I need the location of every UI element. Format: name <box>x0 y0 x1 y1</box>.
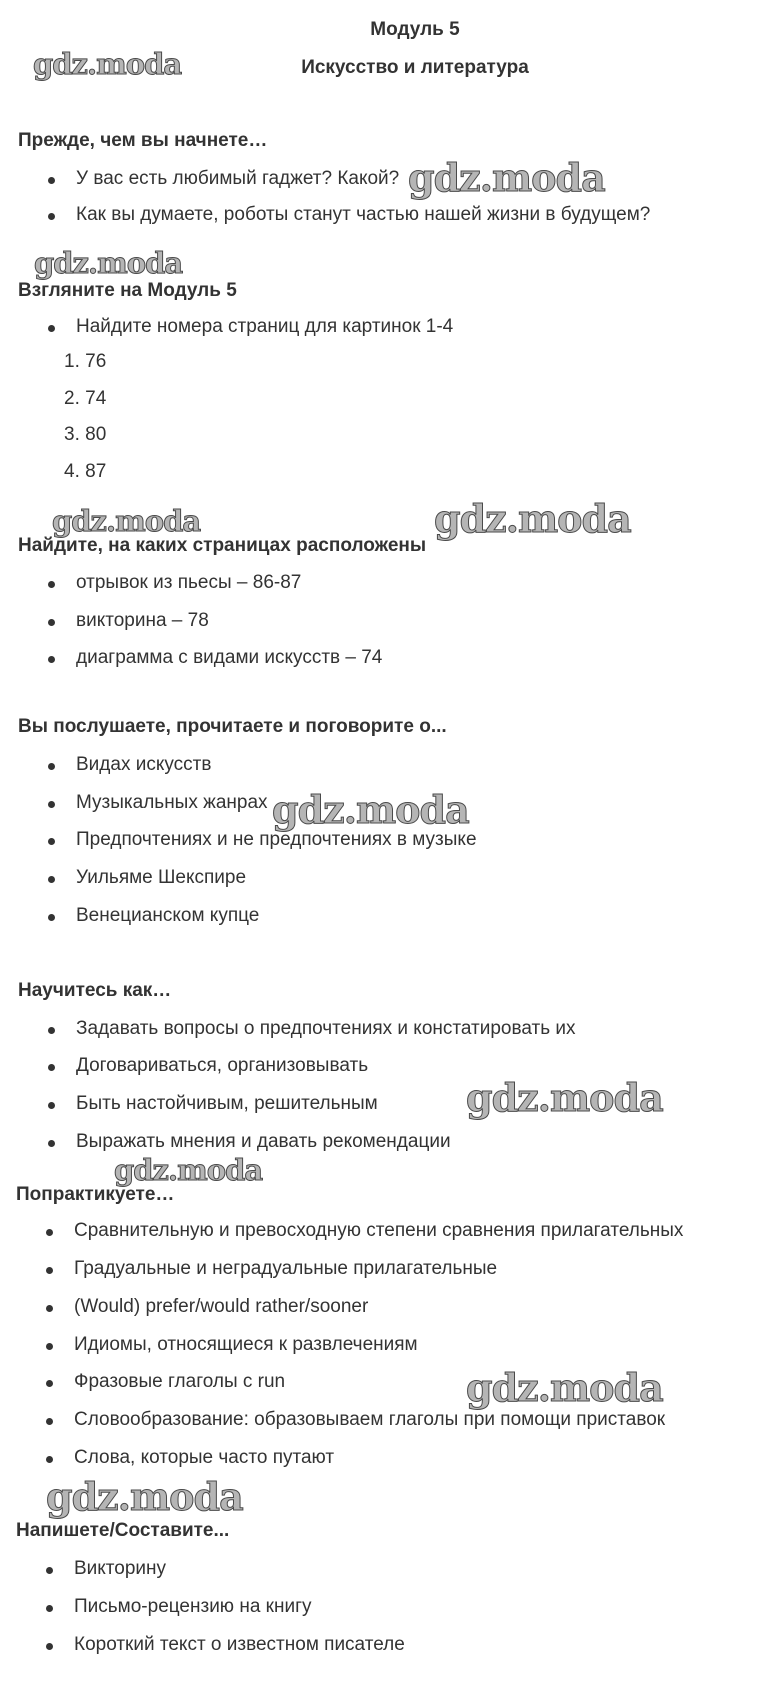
bullet-icon <box>48 763 55 770</box>
bullet-icon <box>48 801 55 808</box>
bullet-icon <box>46 1418 53 1425</box>
bullet-icon <box>48 325 55 332</box>
list-item: Выражать мнения и давать рекомендации <box>76 1131 451 1152</box>
section-heading-listen-read-talk: Вы послушаете, прочитаете и поговорите о... <box>18 716 447 737</box>
list-item: диаграмма с видами искусств – 74 <box>76 647 383 668</box>
bullet-icon <box>48 619 55 626</box>
bullet-icon <box>46 1305 53 1312</box>
list-item: Фразовые глаголы с run <box>74 1371 286 1392</box>
watermark: gdz.moda <box>33 47 182 81</box>
bullet-icon <box>46 1343 53 1350</box>
module-title: Модуль 5 <box>370 19 460 40</box>
list-item: У вас есть любимый гаджет? Какой? <box>76 168 400 189</box>
numbered-item-value: 87 <box>85 461 107 482</box>
bullet-icon <box>48 656 55 663</box>
bullet-icon <box>48 581 55 588</box>
numbered-item-value: 74 <box>85 388 107 409</box>
list-item: Задавать вопросы о предпочтениях и констатировать их <box>76 1018 576 1039</box>
list-item: Словообразование: образовываем глаголы при помощи приставок <box>74 1409 666 1430</box>
module-subtitle: Искусство и литература <box>301 57 529 78</box>
list-item: Видах искусств <box>76 754 212 775</box>
watermark: gdz.moda <box>272 787 469 832</box>
bullet-icon <box>48 1027 55 1034</box>
list-item: Уильяме Шекспире <box>76 867 247 888</box>
numbered-item: 4. 87 <box>64 461 107 482</box>
watermark: gdz.moda <box>434 496 631 541</box>
bullet-icon <box>48 1102 55 1109</box>
list-item: Градуальные и неградуальные прилагательные <box>74 1258 498 1279</box>
watermark: gdz.moda <box>466 1075 663 1120</box>
numbered-item-value: 76 <box>85 351 107 372</box>
watermark: gdz.moda <box>52 504 201 538</box>
list-item: Короткий текст о известном писателе <box>74 1634 405 1655</box>
bullet-icon <box>46 1605 53 1612</box>
list-item: Письмо-рецензию на книгу <box>74 1596 312 1617</box>
bullet-icon <box>46 1380 53 1387</box>
numbered-item: 2. 74 <box>64 388 107 409</box>
list-item: Музыкальных жанрах <box>76 792 268 813</box>
numbered-item-value: 80 <box>85 424 107 445</box>
bullet-icon <box>48 1140 55 1147</box>
list-item: Как вы думаете, роботы станут частью нашей жизни в будущем? <box>76 204 651 225</box>
watermark: gdz.moda <box>46 1474 243 1519</box>
list-item: Венецианском купце <box>76 905 260 926</box>
section-heading-look-at-module: Взгляните на Модуль 5 <box>18 280 237 301</box>
watermark: gdz.moda <box>408 155 605 200</box>
bullet-icon <box>48 838 55 845</box>
list-item: викторина – 78 <box>76 610 209 631</box>
section-heading-write-compose: Напишете/Составите... <box>16 1520 230 1541</box>
numbered-item: 3. 80 <box>64 424 107 445</box>
bullet-icon <box>46 1267 53 1274</box>
list-item: Договариваться, организовывать <box>76 1055 369 1076</box>
bullet-icon <box>46 1229 53 1236</box>
bullet-icon <box>48 914 55 921</box>
bullet-icon <box>48 177 55 184</box>
watermark: gdz.moda <box>34 246 183 280</box>
list-item: Сравнительную и превосходную степени сравнения прилагательных <box>74 1220 684 1241</box>
section-heading-before-start: Прежде, чем вы начнете… <box>18 130 268 151</box>
watermark: gdz.moda <box>466 1365 663 1410</box>
list-item: Идиомы, относящиеся к развлечениям <box>74 1334 418 1355</box>
watermark: gdz.moda <box>114 1153 263 1187</box>
list-item: отрывок из пьесы – 86-87 <box>76 572 302 593</box>
section-heading-practice: Попрактикуете… <box>16 1184 175 1205</box>
list-item: Быть настойчивым, решительным <box>76 1093 378 1114</box>
list-item: Слова, которые часто путают <box>74 1447 335 1468</box>
bullet-icon <box>48 213 55 220</box>
list-item: Викторину <box>74 1558 167 1579</box>
bullet-icon <box>48 876 55 883</box>
bullet-icon <box>46 1643 53 1650</box>
bullet-icon <box>48 1064 55 1071</box>
list-item: (Would) prefer/would rather/sooner <box>74 1296 369 1317</box>
section-heading-learn-how: Научитесь как… <box>18 980 172 1001</box>
list-item: Предпочтениях и не предпочтениях в музыке <box>76 829 477 850</box>
list-item: Найдите номера страниц для картинок 1-4 <box>76 316 454 337</box>
numbered-item: 1. 76 <box>64 351 107 372</box>
bullet-icon <box>46 1567 53 1574</box>
section-heading-find-pages: Найдите, на каких страницах расположены <box>18 535 427 556</box>
bullet-icon <box>46 1456 53 1463</box>
